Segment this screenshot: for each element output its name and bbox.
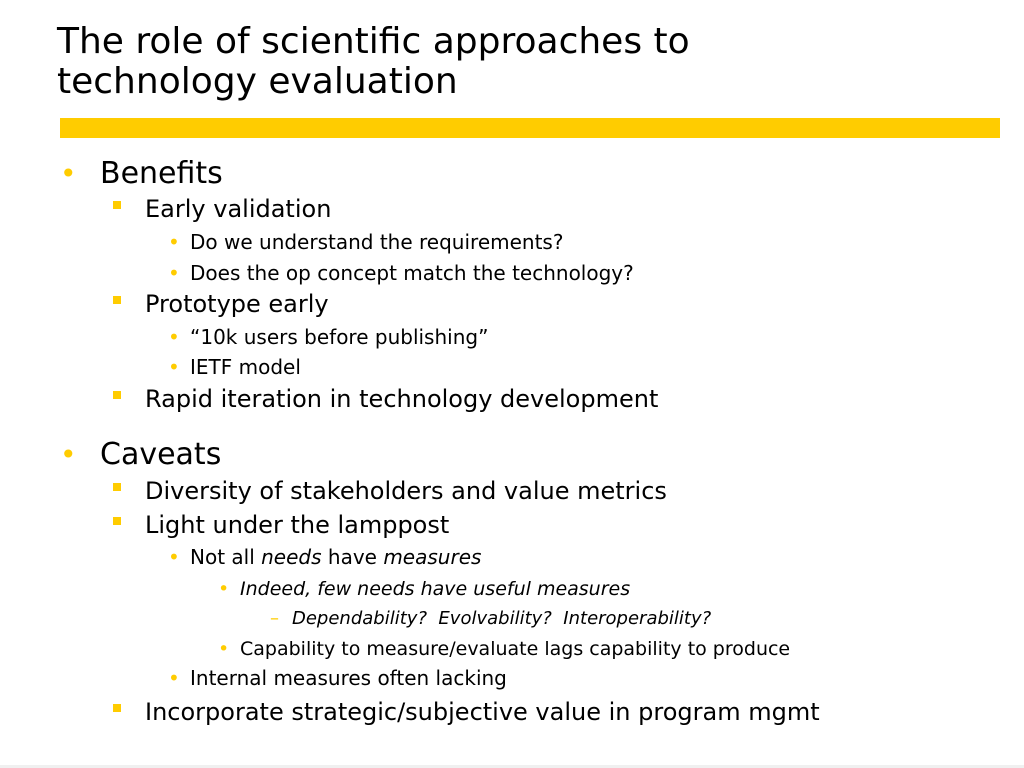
bullet-incorporate — [145, 698, 820, 726]
bullet-square-icon — [113, 704, 121, 712]
bullet-early-validation — [145, 195, 331, 223]
bullet-text: Indeed, few needs have useful measures — [240, 578, 631, 600]
bullet-dot-icon: • — [168, 230, 180, 254]
bullet-text: Diversity of stakeholders and value metrics — [145, 477, 667, 505]
bullet-square-icon — [113, 391, 121, 399]
bullet-rapid-iteration — [145, 385, 658, 413]
bullet-text: “10k users before publishing” — [190, 325, 489, 349]
bullet-internal-measures — [168, 666, 507, 690]
bullet-users-quote — [168, 325, 489, 349]
bullet-diversity — [145, 477, 667, 505]
bullet-text: Rapid iteration in technology development — [145, 385, 659, 413]
bullet-dot-icon: • — [168, 355, 180, 379]
bullet-dot-icon: • — [60, 157, 77, 190]
bullet-capability — [218, 638, 791, 660]
measures-word: measures — [383, 545, 482, 569]
bullet-dot-icon: • — [168, 261, 180, 285]
bullet-text: Not all — [190, 545, 262, 569]
bullet-ilities — [270, 608, 712, 629]
bullet-text: Internal measures often lacking — [190, 666, 507, 690]
bullet-text: IETF model — [190, 355, 301, 379]
bullet-dot-icon: • — [60, 438, 77, 471]
bullet-dash-icon: – — [270, 608, 279, 629]
bullet-text: Early validation — [145, 195, 332, 223]
bullet-dot-icon: • — [218, 638, 230, 660]
title-line-1: The role of scientific approaches to — [57, 21, 690, 62]
bullet-caveats — [60, 437, 222, 472]
bullet-square-icon — [113, 517, 121, 525]
bullet-requirements — [168, 230, 564, 254]
bullet-text: Do we understand the requirements? — [190, 230, 564, 254]
bullet-few-needs — [218, 578, 631, 600]
have-word: have — [321, 545, 384, 569]
bullet-dot-icon: • — [168, 666, 180, 690]
bullet-text: Light under the lamppost — [145, 511, 450, 539]
bullet-text: Dependability? Evolvability? Interoperability? — [292, 608, 712, 629]
bullet-lamppost — [145, 511, 449, 539]
bullet-text: Prototype early — [145, 290, 329, 318]
needs-word: needs — [261, 545, 322, 569]
bullet-text: Caveats — [100, 437, 222, 472]
title-underline-bar — [60, 118, 1000, 138]
slide-title — [57, 22, 957, 102]
bullet-text: Does the op concept match the technology? — [190, 261, 634, 285]
bullet-prototype-early — [145, 290, 329, 318]
bullet-square-icon — [113, 483, 121, 491]
bullet-dot-icon: • — [168, 325, 180, 349]
bullet-text: Benefits — [100, 156, 223, 191]
bullet-benefits — [60, 156, 223, 191]
bullet-op-concept — [168, 261, 634, 285]
bullet-ietf-model — [168, 355, 301, 379]
bullet-dot-icon: • — [218, 578, 230, 600]
title-line-2: technology evaluation — [57, 61, 458, 102]
bullet-text: Capability to measure/evaluate lags capability to produce — [240, 638, 791, 660]
bullet-not-all-needs — [168, 545, 482, 569]
bullet-square-icon — [113, 201, 121, 209]
bullet-square-icon — [113, 296, 121, 304]
bullet-dot-icon: • — [168, 545, 180, 569]
bullet-text: Incorporate strategic/subjective value in program mgmt — [145, 698, 820, 726]
